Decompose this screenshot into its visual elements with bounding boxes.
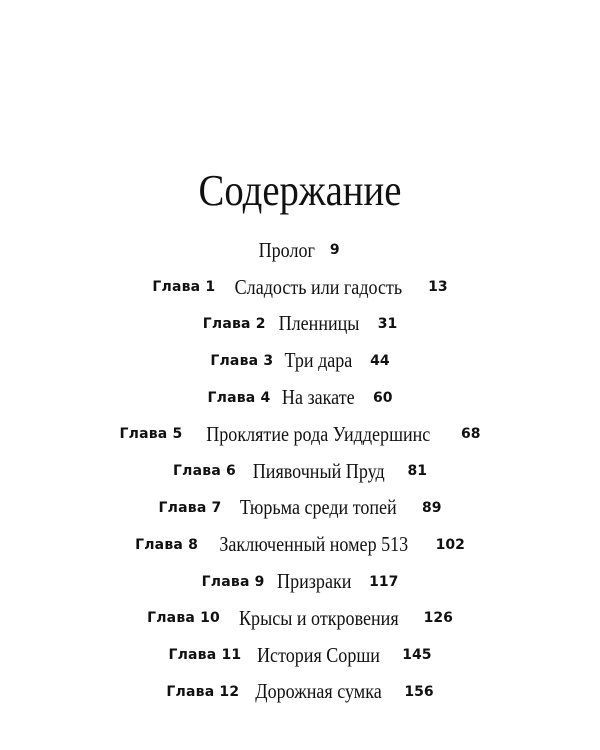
toc-entry-chapter-7[interactable] bbox=[0, 490, 600, 527]
chapter-page-number: 117 bbox=[369, 573, 399, 590]
toc-entry-chapter-8[interactable] bbox=[0, 526, 600, 563]
chapter-page-number: 156 bbox=[404, 683, 434, 700]
toc-entry-chapter-6[interactable] bbox=[0, 453, 600, 490]
chapter-label: Глава 4 bbox=[207, 389, 271, 406]
chapter-title: Пиявочный Пруд bbox=[252, 458, 385, 483]
toc-entry-chapter-1[interactable] bbox=[0, 269, 600, 306]
chapter-page-number: 9 bbox=[329, 242, 340, 259]
chapter-label: Глава 7 bbox=[158, 499, 222, 516]
chapter-label: Глава 8 bbox=[135, 536, 199, 553]
toc-entry-chapter-2[interactable] bbox=[0, 306, 600, 343]
chapter-title: Дорожная сумка bbox=[255, 679, 383, 704]
chapter-label: Глава 2 bbox=[202, 315, 266, 332]
table-of-contents bbox=[0, 232, 600, 710]
chapter-page-number: 126 bbox=[423, 610, 453, 627]
toc-entry-chapter-5[interactable] bbox=[0, 416, 600, 453]
toc-entry-chapter-11[interactable] bbox=[0, 637, 600, 674]
chapter-page-number: 13 bbox=[428, 279, 448, 296]
chapter-label: Глава 10 bbox=[147, 610, 220, 627]
chapter-label: Глава 9 bbox=[201, 573, 265, 590]
chapter-title: Призраки bbox=[276, 569, 352, 594]
chapter-title: На закате bbox=[282, 385, 356, 410]
toc-entry-chapter-4[interactable] bbox=[0, 379, 600, 416]
chapter-page-number: 102 bbox=[435, 536, 465, 553]
chapter-page-number: 68 bbox=[461, 426, 481, 443]
chapter-title: Три дара bbox=[284, 348, 353, 373]
toc-entry-chapter-10[interactable] bbox=[0, 600, 600, 637]
toc-entry-prologue[interactable] bbox=[0, 232, 600, 269]
chapter-title: Проклятие рода Уиддершинс bbox=[206, 421, 431, 446]
chapter-label: Глава 11 bbox=[168, 647, 242, 664]
chapter-page-number: 89 bbox=[421, 499, 442, 516]
chapter-page-number: 145 bbox=[402, 647, 432, 664]
chapter-label: Глава 12 bbox=[166, 683, 240, 700]
chapter-title: Заключенный номер 513 bbox=[219, 532, 409, 557]
chapter-page-number: 31 bbox=[377, 315, 398, 332]
toc-entry-chapter-9[interactable] bbox=[0, 563, 600, 600]
chapter-page-number: 60 bbox=[372, 389, 393, 406]
page-title: Содержание bbox=[198, 166, 402, 216]
toc-entry-chapter-12[interactable] bbox=[0, 674, 600, 711]
chapter-label: Глава 3 bbox=[210, 352, 274, 369]
chapter-title: История Сорши bbox=[257, 642, 381, 667]
chapter-title: Крысы и откровения bbox=[238, 605, 399, 630]
chapter-title: Тюрьма среди топей bbox=[240, 495, 398, 520]
toc-entry-chapter-3[interactable] bbox=[0, 342, 600, 379]
chapter-page-number: 81 bbox=[407, 463, 427, 480]
chapter-label: Глава 5 bbox=[119, 426, 183, 443]
chapter-label: Глава 6 bbox=[173, 463, 236, 480]
chapter-page-number: 44 bbox=[370, 352, 390, 369]
chapter-label: Глава 1 bbox=[152, 279, 216, 296]
chapter-title: Сладость или гадость bbox=[234, 274, 403, 299]
chapter-title: Пленницы bbox=[278, 311, 360, 336]
chapter-title: Пролог bbox=[258, 237, 316, 262]
